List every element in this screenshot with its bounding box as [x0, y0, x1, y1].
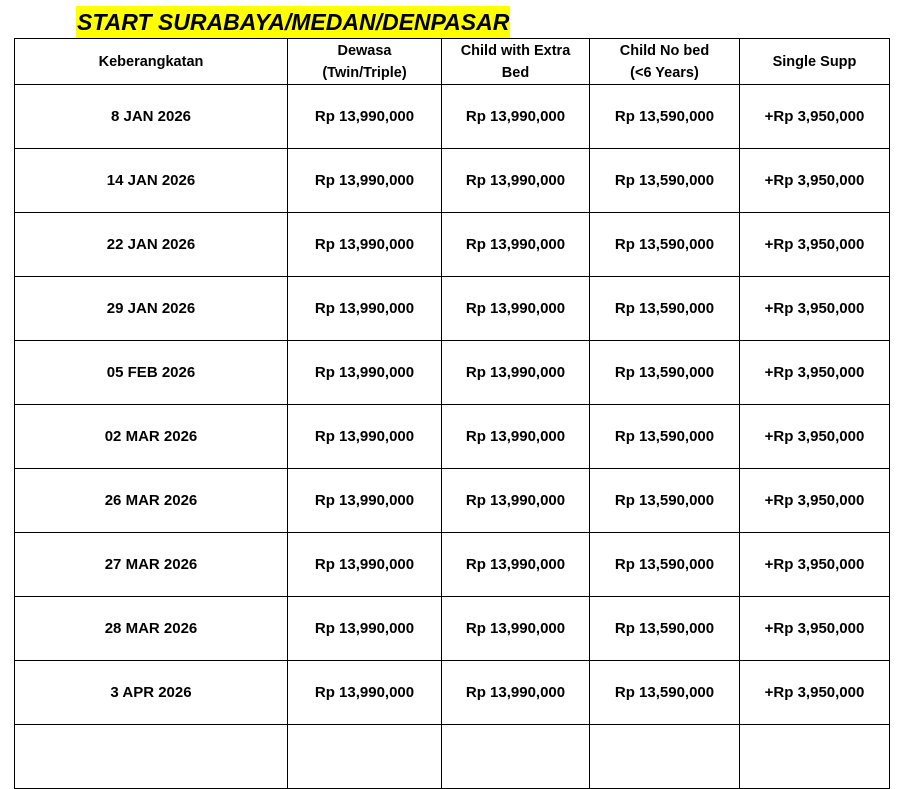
departure-date-cell: 22 JAN 2026 [15, 213, 288, 277]
table-cell [740, 725, 890, 789]
table-cell [442, 725, 590, 789]
child-no-bed-price-cell: Rp 13,590,000 [590, 533, 740, 597]
departure-date-cell: 27 MAR 2026 [15, 533, 288, 597]
child-no-bed-price-cell: Rp 13,590,000 [590, 85, 740, 149]
header-row [15, 39, 890, 85]
child-extra-bed-price-cell: Rp 13,990,000 [442, 277, 590, 341]
table-row [15, 213, 890, 277]
table-cell [288, 725, 442, 789]
single-supp-price-cell: +Rp 3,950,000 [740, 213, 890, 277]
child-no-bed-price-cell: Rp 13,590,000 [590, 661, 740, 725]
header-line: Keberangkatan [98, 53, 204, 70]
single-supp-price-cell: +Rp 3,950,000 [740, 597, 890, 661]
departure-date-cell: 14 JAN 2026 [15, 149, 288, 213]
adult-price-cell: Rp 13,990,000 [288, 661, 442, 725]
child-extra-bed-price-cell: Rp 13,990,000 [442, 533, 590, 597]
table-row [15, 277, 890, 341]
header-line: Child No bed [619, 42, 710, 59]
child-extra-bed-price-cell: Rp 13,990,000 [442, 149, 590, 213]
adult-price-cell: Rp 13,990,000 [288, 213, 442, 277]
table-row-partial [15, 725, 890, 789]
departure-date-cell: 26 MAR 2026 [15, 469, 288, 533]
header-line: Single Supp [772, 53, 857, 70]
single-supp-price-cell: +Rp 3,950,000 [740, 469, 890, 533]
adult-price-cell: Rp 13,990,000 [288, 341, 442, 405]
child-no-bed-price-cell: Rp 13,590,000 [590, 149, 740, 213]
child-no-bed-price-cell: Rp 13,590,000 [590, 277, 740, 341]
table-cell [590, 725, 740, 789]
table-row [15, 85, 890, 149]
departure-date-cell: 02 MAR 2026 [15, 405, 288, 469]
single-supp-price-cell: +Rp 3,950,000 [740, 341, 890, 405]
table-row [15, 149, 890, 213]
departure-date-cell: 8 JAN 2026 [15, 85, 288, 149]
departure-date-cell: 29 JAN 2026 [15, 277, 288, 341]
single-supp-price-cell: +Rp 3,950,000 [740, 85, 890, 149]
adult-price-cell: Rp 13,990,000 [288, 277, 442, 341]
title-wrap [76, 6, 510, 38]
child-no-bed-price-cell: Rp 13,590,000 [590, 597, 740, 661]
departure-date-cell: 28 MAR 2026 [15, 597, 288, 661]
header-line: Child with Extra [460, 42, 571, 59]
table-row [15, 661, 890, 725]
child-no-bed-price-cell: Rp 13,590,000 [590, 213, 740, 277]
child-extra-bed-price-cell: Rp 13,990,000 [442, 341, 590, 405]
page-title: START SURABAYA/MEDAN/DENPASAR [76, 6, 510, 38]
header-single-supp [740, 39, 890, 85]
header-child-no-bed [590, 39, 740, 85]
adult-price-cell: Rp 13,990,000 [288, 469, 442, 533]
header-dewasa [288, 39, 442, 85]
adult-price-cell: Rp 13,990,000 [288, 149, 442, 213]
header-line: Dewasa [337, 42, 392, 59]
header-line: (<6 Years) [630, 64, 699, 81]
header-line: (Twin/Triple) [322, 64, 407, 81]
departure-date-cell: 05 FEB 2026 [15, 341, 288, 405]
table-row [15, 405, 890, 469]
table-row [15, 469, 890, 533]
table-row [15, 533, 890, 597]
adult-price-cell: Rp 13,990,000 [288, 85, 442, 149]
child-extra-bed-price-cell: Rp 13,990,000 [442, 661, 590, 725]
table-cell [15, 725, 288, 789]
header-keberangkatan [15, 39, 288, 85]
single-supp-price-cell: +Rp 3,950,000 [740, 277, 890, 341]
header-child-extra-bed [442, 39, 590, 85]
single-supp-price-cell: +Rp 3,950,000 [740, 405, 890, 469]
child-extra-bed-price-cell: Rp 13,990,000 [442, 213, 590, 277]
child-extra-bed-price-cell: Rp 13,990,000 [442, 405, 590, 469]
child-extra-bed-price-cell: Rp 13,990,000 [442, 85, 590, 149]
table-body [15, 85, 890, 789]
child-no-bed-price-cell: Rp 13,590,000 [590, 405, 740, 469]
child-no-bed-price-cell: Rp 13,590,000 [590, 341, 740, 405]
adult-price-cell: Rp 13,990,000 [288, 597, 442, 661]
single-supp-price-cell: +Rp 3,950,000 [740, 149, 890, 213]
header-line: Bed [501, 64, 530, 81]
table-row [15, 341, 890, 405]
price-table [14, 38, 890, 789]
adult-price-cell: Rp 13,990,000 [288, 405, 442, 469]
departure-date-cell: 3 APR 2026 [15, 661, 288, 725]
child-extra-bed-price-cell: Rp 13,990,000 [442, 597, 590, 661]
adult-price-cell: Rp 13,990,000 [288, 533, 442, 597]
child-extra-bed-price-cell: Rp 13,990,000 [442, 469, 590, 533]
single-supp-price-cell: +Rp 3,950,000 [740, 533, 890, 597]
child-no-bed-price-cell: Rp 13,590,000 [590, 469, 740, 533]
table-row [15, 597, 890, 661]
single-supp-price-cell: +Rp 3,950,000 [740, 661, 890, 725]
